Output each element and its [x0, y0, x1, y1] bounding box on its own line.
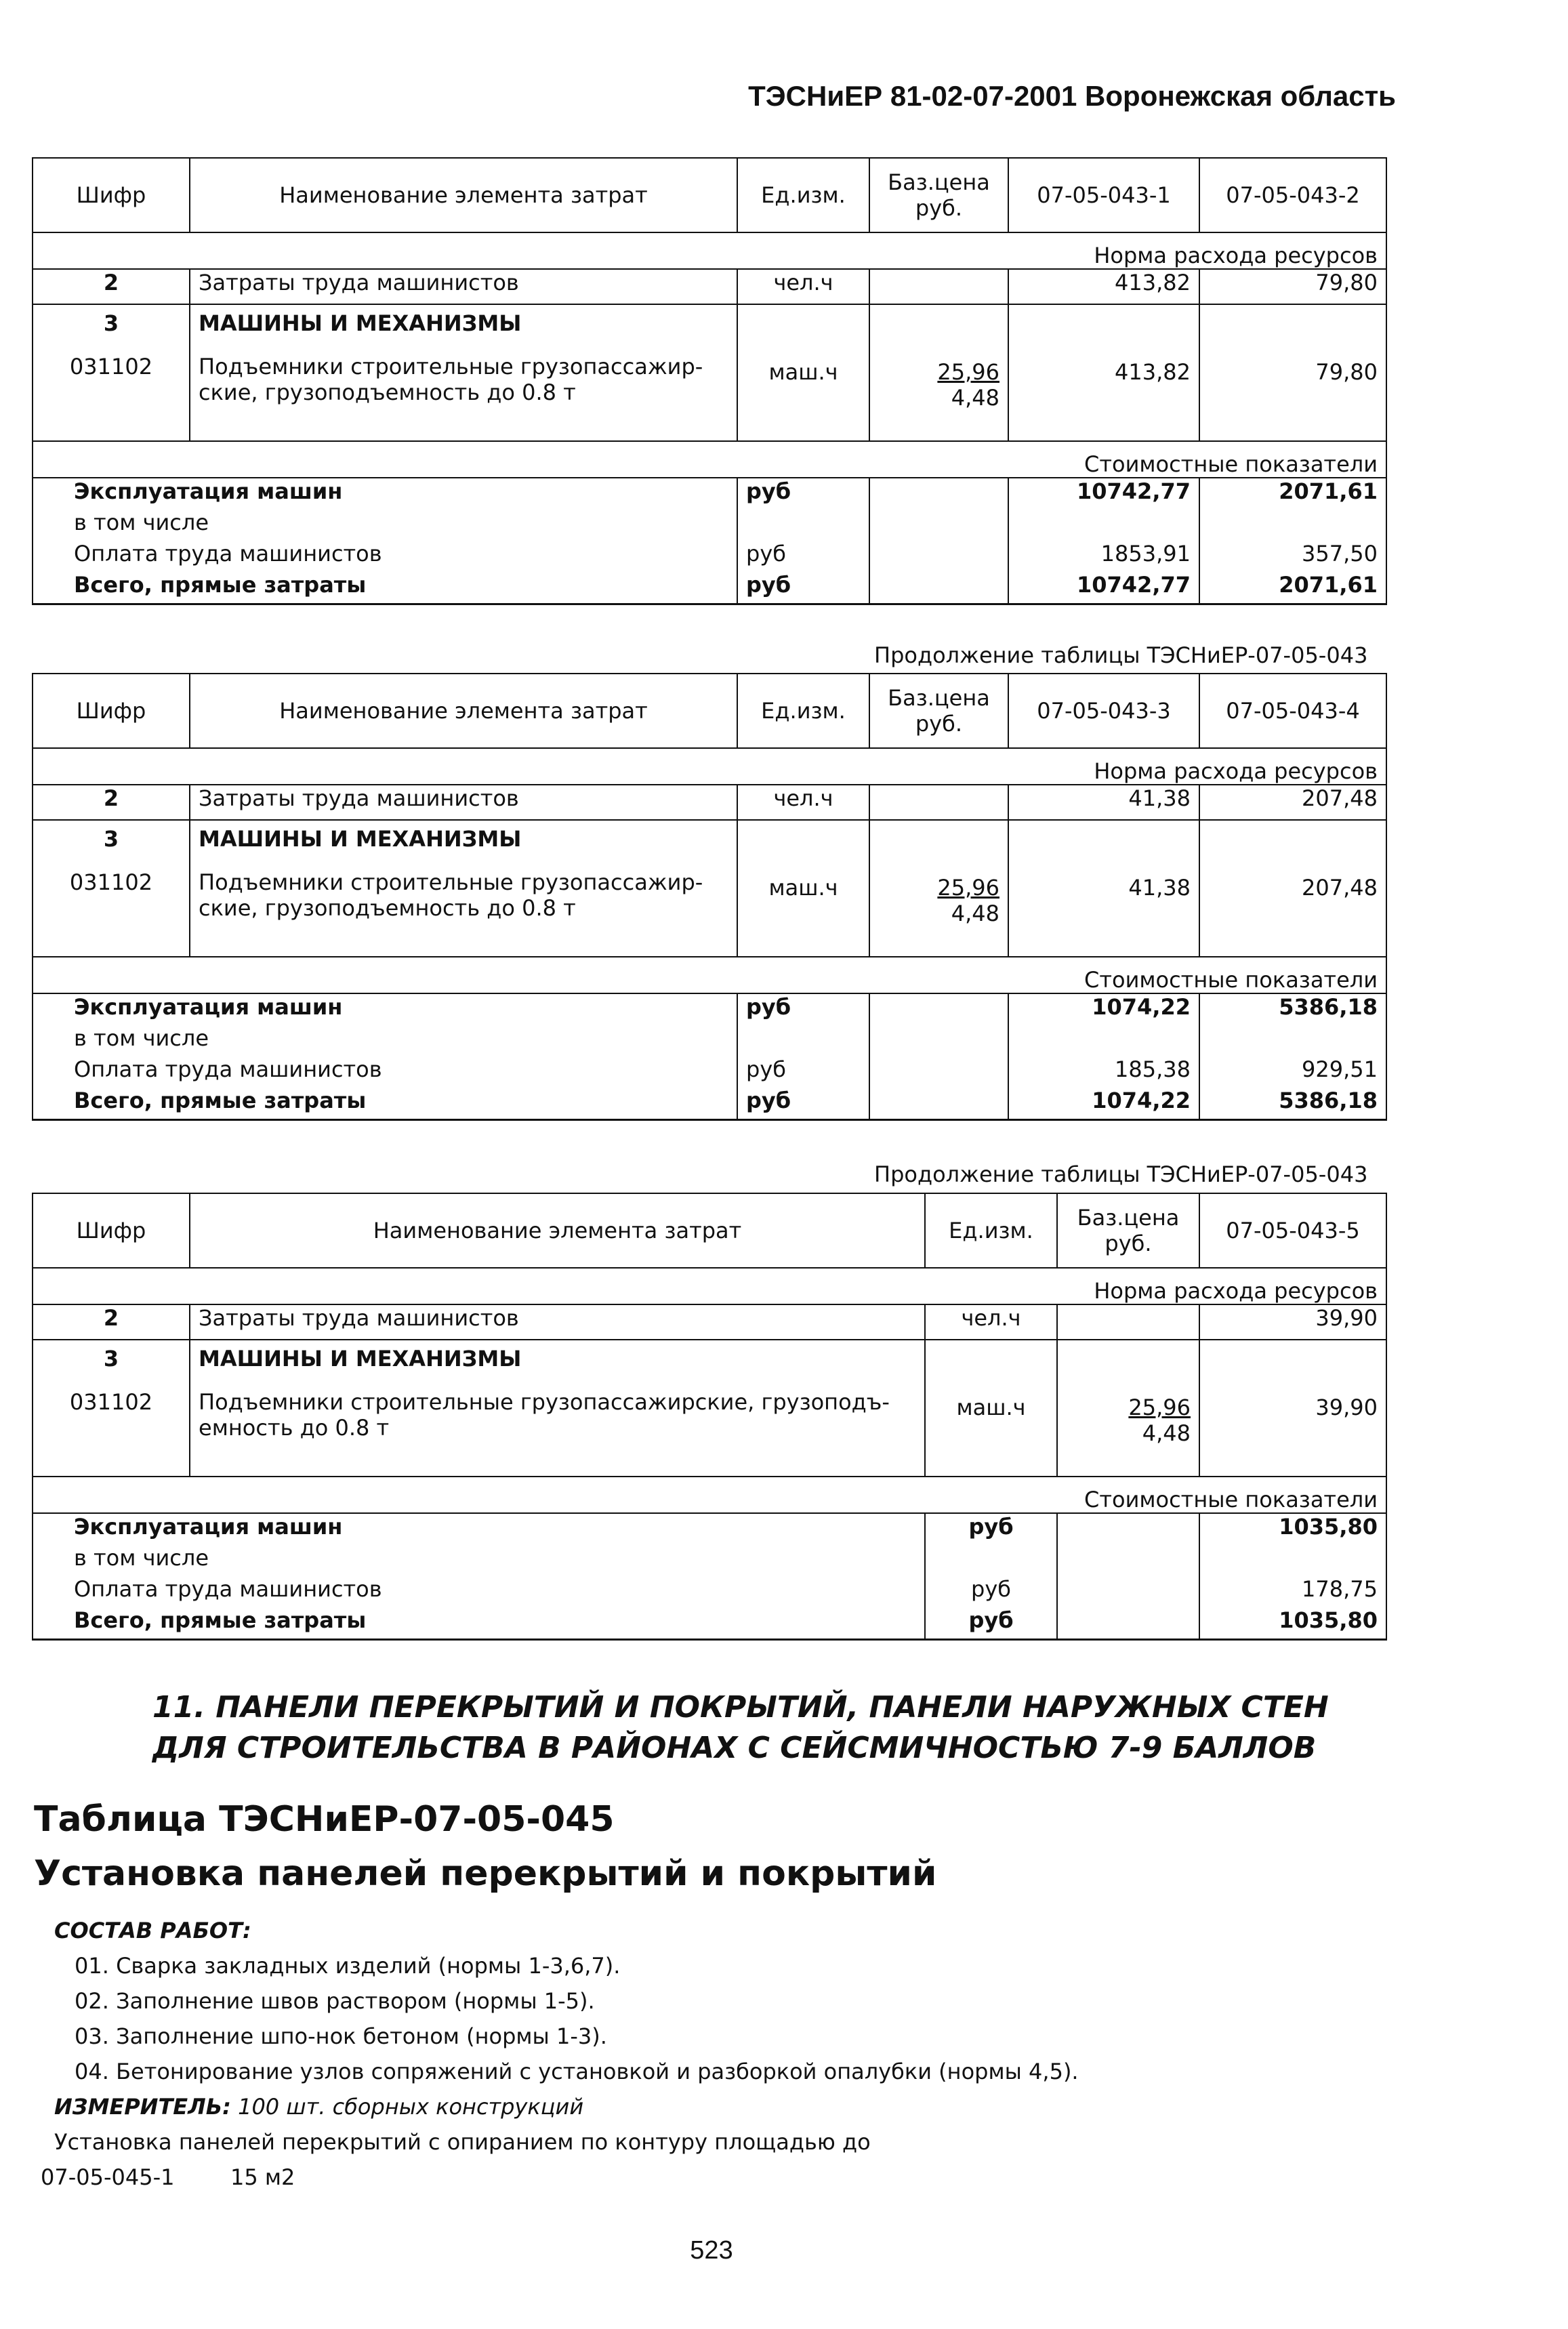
band-norm: Норма расхода ресурсов: [33, 1268, 1386, 1304]
norm-code: 07-05-045-1: [41, 2164, 175, 2190]
pay-unit: руб: [737, 541, 869, 572]
col-name: Наименование элемента затрат: [190, 1193, 925, 1268]
pay-value-1: 1853,91: [1008, 541, 1199, 572]
pay-value-2: 357,50: [1199, 541, 1386, 572]
pay-unit: руб: [925, 1576, 1057, 1607]
band-norm: Норма расхода ресурсов: [33, 748, 1386, 785]
mach-price-2: 4,48: [951, 901, 999, 926]
labor-name: Затраты труда машинистов: [190, 269, 737, 304]
meter-label: ИЗМЕРИТЕЛЬ:: [54, 2094, 231, 2120]
mach-unit: маш.ч: [737, 820, 869, 957]
col-price: Баз.цена руб.: [869, 158, 1008, 232]
meter-line: [54, 2094, 583, 2120]
col-name: Наименование элемента затрат: [190, 158, 737, 232]
labor-num: 2: [33, 269, 190, 304]
band-cost: Стоимостные показатели: [33, 1477, 1386, 1513]
labor-value-2: 79,80: [1199, 269, 1386, 304]
labor-value-1: 41,38: [1008, 785, 1199, 820]
labor-value-1: 413,82: [1008, 269, 1199, 304]
resource-table-1: [32, 157, 1387, 605]
mach-price-2: 4,48: [1142, 1420, 1191, 1446]
mach-name-1: Подъемники строительные грузопассажирские, грузоподъ-: [199, 1389, 890, 1415]
mach-price-1: 25,96: [937, 359, 999, 385]
labor-unit: чел.ч: [925, 1304, 1057, 1340]
expl-value-1: 1035,80: [1199, 1513, 1386, 1545]
band-cost: Стоимостные показатели: [33, 441, 1386, 478]
document-header: ТЭСНиЕР 81-02-07-2001 Воронежская область: [748, 80, 1396, 112]
pay-value-1: 185,38: [1008, 1056, 1199, 1088]
continuation-caption-2: Продолжение таблицы ТЭСНиЕР-07-05-043: [874, 1161, 1368, 1187]
mach-unit: маш.ч: [925, 1340, 1057, 1477]
mach-num: 3: [103, 826, 119, 852]
total-unit: руб: [925, 1607, 1057, 1640]
works-label: СОСТАВ РАБОТ:: [54, 1918, 251, 1943]
section-heading: 11. ПАНЕЛИ ПЕРЕКРЫТИЙ И ПОКРЫТИЙ, ПАНЕЛИ НАРУЖНЫХ СТЕН ДЛЯ СТРОИТЕЛЬСТВА В РАЙОНАХ С СЕЙСМИЧНОСТЬЮ 7-9 БАЛЛОВ: [152, 1690, 1329, 1765]
mach-code: 031102: [69, 1389, 153, 1415]
mach-num: 3: [103, 310, 119, 336]
resource-table-2: [32, 673, 1387, 1121]
total-label: Всего, прямые затраты: [33, 572, 737, 604]
total-value-1: 1035,80: [1199, 1607, 1386, 1640]
incl-label: в том числе: [33, 1545, 925, 1576]
col-price: Баз.цена руб.: [869, 674, 1008, 748]
total-value-2: 5386,18: [1199, 1088, 1386, 1120]
mach-name-1: Подъемники строительные грузопассажир-: [199, 869, 703, 895]
incl-label: в том числе: [33, 510, 737, 541]
mach-value-1: 39,90: [1199, 1340, 1386, 1477]
expl-value-2: 5386,18: [1199, 993, 1386, 1025]
table-title: Таблица ТЭСНиЕР-07-05-045: [34, 1799, 615, 1840]
meter-value: 100 шт. сборных конструкций: [238, 2094, 584, 2120]
col-norm-4: 07-05-043-4: [1199, 674, 1386, 748]
labor-value-2: 207,48: [1199, 785, 1386, 820]
expl-value-1: 10742,77: [1008, 478, 1199, 510]
labor-name: Затраты труда машинистов: [190, 1304, 925, 1340]
pay-unit: руб: [737, 1056, 869, 1088]
total-label: Всего, прямые затраты: [33, 1607, 925, 1640]
work-item-4: 04. Бетонирование узлов сопряжений с установкой и разборкой опалубки (нормы 4,5).: [75, 2059, 1079, 2084]
labor-unit: чел.ч: [737, 785, 869, 820]
work-item-1: 01. Сварка закладных изделий (нормы 1-3,6,7).: [75, 1953, 621, 1979]
col-unit: Ед.изм.: [737, 158, 869, 232]
col-norm-5: 07-05-043-5: [1199, 1193, 1386, 1268]
mach-price-2: 4,48: [951, 385, 999, 411]
col-norm-3: 07-05-043-3: [1008, 674, 1199, 748]
mach-name-2: емность до 0.8 т: [199, 1415, 390, 1441]
col-norm-2: 07-05-043-2: [1199, 158, 1386, 232]
mach-head: МАШИНЫ И МЕХАНИЗМЫ: [199, 1346, 522, 1372]
work-item-3: 03. Заполнение шпо-нок бетоном (нормы 1-3).: [75, 2023, 607, 2049]
expl-unit: руб: [737, 993, 869, 1025]
page-number: 523: [690, 2236, 733, 2265]
col-name: Наименование элемента затрат: [190, 674, 737, 748]
incl-label: в том числе: [33, 1025, 737, 1056]
pay-label: Оплата труда машинистов: [33, 1576, 925, 1607]
col-code: Шифр: [33, 674, 190, 748]
expl-value-1: 1074,22: [1008, 993, 1199, 1025]
col-code: Шифр: [33, 1193, 190, 1268]
col-unit: Ед.изм.: [737, 674, 869, 748]
labor-value-1: 39,90: [1199, 1304, 1386, 1340]
mach-name-2: ские, грузоподъемность до 0.8 т: [199, 379, 576, 405]
install-text: Установка панелей перекрытий с опиранием по контуру площадью до: [54, 2129, 871, 2155]
mach-code: 031102: [69, 354, 153, 379]
mach-num: 3: [103, 1346, 119, 1372]
mach-name-2: ские, грузоподъемность до 0.8 т: [199, 895, 576, 921]
total-unit: руб: [737, 1088, 869, 1120]
mach-value-2: 207,48: [1199, 820, 1386, 957]
col-price: Баз.цена руб.: [1057, 1193, 1199, 1268]
mach-value-1: 41,38: [1008, 820, 1199, 957]
expl-value-2: 2071,61: [1199, 478, 1386, 510]
resource-table-3: [32, 1193, 1387, 1641]
total-value-1: 10742,77: [1008, 572, 1199, 604]
mach-name-1: Подъемники строительные грузопассажир-: [199, 354, 703, 379]
mach-price-1: 25,96: [1128, 1395, 1191, 1420]
col-unit: Ед.изм.: [925, 1193, 1057, 1268]
work-item-2: 02. Заполнение швов раствором (нормы 1-5).: [75, 1988, 595, 2014]
continuation-caption-1: Продолжение таблицы ТЭСНиЕР-07-05-043: [874, 642, 1368, 668]
mach-value-1: 413,82: [1008, 304, 1199, 441]
expl-label: Эксплуатация машин: [33, 993, 737, 1025]
total-value-2: 2071,61: [1199, 572, 1386, 604]
mach-head: МАШИНЫ И МЕХАНИЗМЫ: [199, 826, 522, 852]
norm-value: 15 м2: [230, 2164, 295, 2190]
band-cost: Стоимостные показатели: [33, 957, 1386, 993]
pay-label: Оплата труда машинистов: [33, 1056, 737, 1088]
mach-code: 031102: [69, 869, 153, 895]
labor-num: 2: [33, 785, 190, 820]
expl-label: Эксплуатация машин: [33, 478, 737, 510]
labor-num: 2: [33, 1304, 190, 1340]
col-norm-1: 07-05-043-1: [1008, 158, 1199, 232]
table-subtitle: Установка панелей перекрытий и покрытий: [34, 1853, 937, 1894]
pay-value-2: 929,51: [1199, 1056, 1386, 1088]
pay-value-1: 178,75: [1199, 1576, 1386, 1607]
total-value-1: 1074,22: [1008, 1088, 1199, 1120]
labor-name: Затраты труда машинистов: [190, 785, 737, 820]
pay-label: Оплата труда машинистов: [33, 541, 737, 572]
mach-head: МАШИНЫ И МЕХАНИЗМЫ: [199, 310, 522, 336]
col-code: Шифр: [33, 158, 190, 232]
mach-value-2: 79,80: [1199, 304, 1386, 441]
total-unit: руб: [737, 572, 869, 604]
expl-unit: руб: [737, 478, 869, 510]
band-norm: Норма расхода ресурсов: [33, 232, 1386, 269]
expl-label: Эксплуатация машин: [33, 1513, 925, 1545]
mach-price-1: 25,96: [937, 875, 999, 901]
expl-unit: руб: [925, 1513, 1057, 1545]
total-label: Всего, прямые затраты: [33, 1088, 737, 1120]
mach-unit: маш.ч: [737, 304, 869, 441]
labor-unit: чел.ч: [737, 269, 869, 304]
